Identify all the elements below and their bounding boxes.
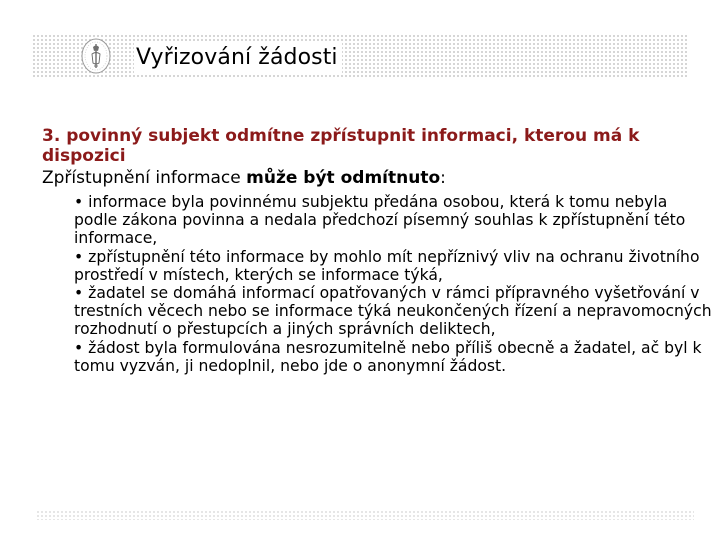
bullet-item: • žádost byla formulována nesrozumitelně nebo příliš obecně a žadatel, ač byl k tomu vyzván, ji nedoplnil, nebo jde o anonymní žádost. — [74, 338, 702, 375]
bullet-item: • informace byla povinnému subjektu předána osobou, která k tomu nebyla podle zákona povinna a nedala předchozí písemný souhlas k zpřístupnění této informace, — [74, 193, 686, 248]
slide-title: Vyřizování žádosti — [134, 43, 342, 73]
university-logo-icon — [78, 36, 114, 76]
footer-dotted-band — [36, 510, 694, 520]
bullet-list — [74, 193, 714, 375]
intro-bold: může být odmítnuto — [246, 168, 441, 188]
intro-prefix: Zpřístupnění informace — [42, 168, 247, 188]
header-dotted-band — [32, 34, 688, 78]
bullet-item: • žadatel se domáhá informací opatřovaných v rámci přípravného vyšetřování v trestních věcech nebo se informace týká neukončených řízení a nepravomocných rozhodnutí o přestupcích a jiných správních deliktech, — [74, 284, 712, 339]
section-heading: 3. povinný subjekt odmítne zpřístupnit informaci, kterou má k dispozici — [42, 126, 640, 166]
intro-suffix: : — [440, 168, 446, 188]
intro-paragraph — [42, 168, 692, 189]
slide-content — [42, 126, 712, 375]
bullet-item: • zpřístupnění této informace by mohlo mít nepříznivý vliv na ochranu životního prostředí v místech, kterých se informace týká, — [74, 247, 700, 284]
